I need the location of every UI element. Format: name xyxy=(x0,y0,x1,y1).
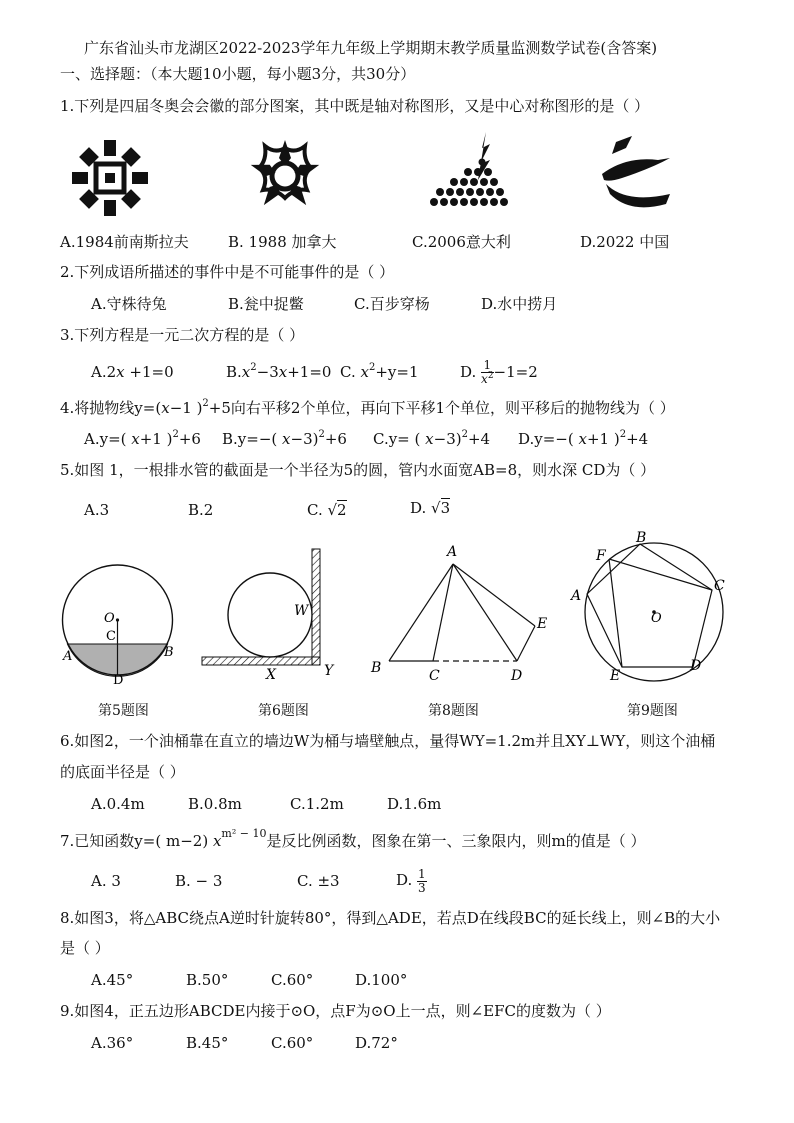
q7-option-a[interactable]: A. 3 xyxy=(91,872,121,890)
page-title: 广东省汕头市龙湖区2022-2023学年九年级上学期期末教学质量监测数学试卷(含答案) xyxy=(84,39,658,57)
label-y: Y xyxy=(324,663,334,679)
emblem-2006-image xyxy=(420,130,510,210)
label-e: E xyxy=(610,668,621,684)
label-c: C xyxy=(429,668,440,684)
label-x: X xyxy=(266,667,276,683)
question-4-stem: 4.将抛物线y=(x−1 )$^2$+5向右平移2个单位，再向下平移1个单位，则平移后的抛物线为（ ） xyxy=(60,398,675,417)
q6-option-c[interactable]: C.1.2m xyxy=(290,795,344,813)
q1-option-a[interactable]: A.1984前南斯拉夫 xyxy=(60,233,189,251)
figure-8-caption: 第8题图 xyxy=(428,703,479,719)
figure-5-diagram xyxy=(60,560,190,690)
figure-9-caption: 第9题图 xyxy=(627,703,678,719)
q5-option-a[interactable]: A.3 xyxy=(84,501,110,519)
label-b: B xyxy=(636,530,647,546)
q9-option-b[interactable]: B.45° xyxy=(186,1034,229,1052)
q8-option-b[interactable]: B.50° xyxy=(186,971,229,989)
figure-9-diagram xyxy=(560,528,740,688)
sqrt-symbol: √ xyxy=(431,499,441,517)
sqrt-symbol: √ xyxy=(327,501,338,519)
label-a: A xyxy=(447,544,458,560)
label-a: A xyxy=(571,588,582,604)
q1-option-d[interactable]: D.2022 中国 xyxy=(580,233,670,251)
question-6-stem-line2: 的底面半径是（ ） xyxy=(60,763,185,781)
question-5-stem: 5.如图 1，一根排水管的截面是一个半径为5的圆，管内水面宽AB=8，则水深 CD为（ ） xyxy=(60,461,656,479)
q6-option-d[interactable]: D.1.6m xyxy=(387,795,442,813)
emblem-2022-image xyxy=(596,134,676,214)
q5-option-c[interactable]: C. √2 xyxy=(307,501,347,519)
label-a: A xyxy=(63,649,73,664)
label-b: B xyxy=(371,660,382,676)
q5-option-d[interactable]: D. √3 xyxy=(410,499,451,517)
emblem-1984-image xyxy=(70,138,150,218)
q1-option-b[interactable]: B. 1988 加拿大 xyxy=(228,233,337,251)
q9-option-a[interactable]: A.36° xyxy=(91,1034,134,1052)
q3-option-a[interactable]: A.2x +1=0 xyxy=(91,363,174,381)
q7-option-d[interactable]: D. $\frac{1}{3}$ xyxy=(396,866,426,895)
fraction: $\frac{1}{3}$ xyxy=(418,866,426,895)
q8-option-d[interactable]: D.100° xyxy=(355,971,408,989)
q2-option-a[interactable]: A.守株待兔 xyxy=(91,295,167,313)
question-7-stem: 7.已知函数y=( m−2) $x^{m^2 - 10}$是反比例函数，图象在第一、三象限内，则m的值是（ ） xyxy=(60,827,646,850)
label-b: B xyxy=(164,645,174,660)
q6-option-a[interactable]: A.0.4m xyxy=(91,795,145,813)
q4-option-b[interactable]: B.y=−( x−3)$^2$+6 xyxy=(222,429,347,448)
q7-option-c[interactable]: C. ±3 xyxy=(297,872,340,890)
question-2-stem: 2.下列成语所描述的事件中是不可能事件的是（ ） xyxy=(60,263,395,281)
q9-option-d[interactable]: D.72° xyxy=(355,1034,398,1052)
q3-option-d[interactable]: D. $\frac{1}{x^2}$ −1=2 xyxy=(460,357,538,386)
label-c: C xyxy=(106,629,116,644)
question-8-stem-line2: 是（ ） xyxy=(60,939,110,957)
label-o: O xyxy=(104,611,115,626)
q3-option-c[interactable]: C. $x^2+y=1$ xyxy=(340,362,419,381)
question-9-stem: 9.如图4，正五边形ABCDE内接于⊙O，点F为⊙O上一点，则∠EFC的度数为（ ） xyxy=(60,1002,611,1020)
label-o: O xyxy=(651,611,662,626)
question-6-stem-line1: 6.如图2，一个油桶靠在直立的墙边W为桶与墙壁触点，量得WY=1.2m并且XY⊥WY，则这个油桶 xyxy=(60,732,716,750)
q4-option-d[interactable]: D.y=−( x+1 )$^2$+4 xyxy=(518,429,649,448)
label-d: D xyxy=(113,673,124,688)
label-d: D xyxy=(690,658,702,674)
q2-option-b[interactable]: B.瓮中捉鳖 xyxy=(228,295,304,313)
question-3-stem: 3.下列方程是一元二次方程的是（ ） xyxy=(60,326,305,344)
figure-8-diagram xyxy=(365,540,555,685)
q4-option-c[interactable]: C.y= ( x−3)$^2$+4 xyxy=(373,429,491,448)
label-w: W xyxy=(294,603,309,619)
figure-6-diagram xyxy=(198,545,343,685)
q3-option-b[interactable]: $B.x^2-3x+1=0$ xyxy=(226,362,332,381)
q5-option-b[interactable]: B.2 xyxy=(188,501,214,519)
q8-option-c[interactable]: C.60° xyxy=(271,971,314,989)
question-8-stem-line1: 8.如图3，将△ABC绕点A逆时针旋转80°，得到△ADE，若点D在线段BC的延长线上，则∠B的大小 xyxy=(60,909,721,927)
q7-option-b[interactable]: B. − 3 xyxy=(175,872,223,890)
q6-option-b[interactable]: B.0.8m xyxy=(188,795,242,813)
section-heading: 一、选择题：（本大题10小题，每小题3分，共30分） xyxy=(60,65,416,83)
label-c: C xyxy=(714,578,725,594)
q1-option-c[interactable]: C.2006意大利 xyxy=(412,233,511,251)
fraction: $\frac{1}{x^2}$ xyxy=(481,357,494,386)
question-1-stem: 1.下列是四届冬奥会会徽的部分图案，其中既是轴对称图形，又是中心对称图形的是（ ） xyxy=(60,97,650,115)
q8-option-a[interactable]: A.45° xyxy=(91,971,134,989)
q4-option-a[interactable]: A.y=( x+1 )$^2$+6 xyxy=(84,429,201,448)
label-f: F xyxy=(596,548,606,564)
label-d: D xyxy=(511,668,523,684)
q9-option-c[interactable]: C.60° xyxy=(271,1034,314,1052)
q2-option-c[interactable]: C.百步穿杨 xyxy=(354,295,430,313)
label-e: E xyxy=(537,616,548,632)
figure-5-caption: 第5题图 xyxy=(98,703,149,719)
figure-6-caption: 第6题图 xyxy=(258,703,309,719)
emblem-1988-image xyxy=(245,136,325,216)
q2-option-d[interactable]: D.水中捞月 xyxy=(481,295,558,313)
